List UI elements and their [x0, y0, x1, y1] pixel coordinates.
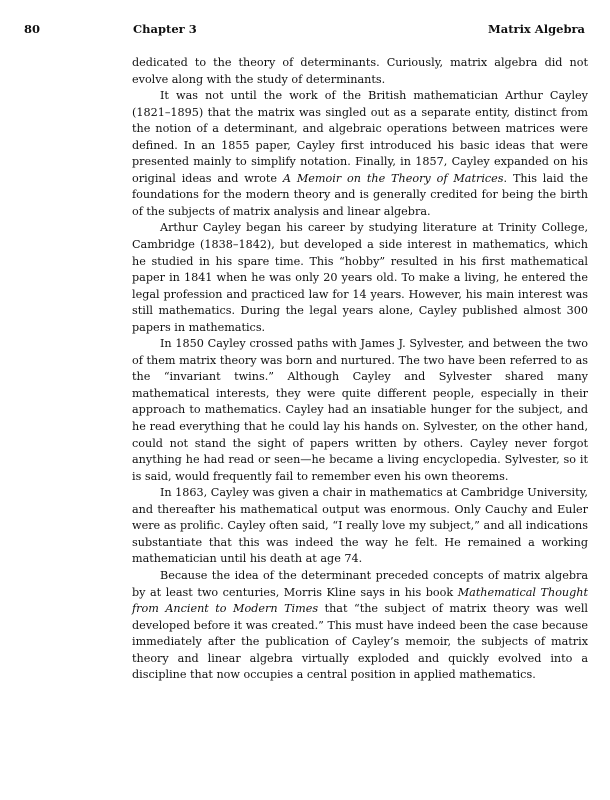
paragraph	[132, 485, 588, 568]
paragraph-text: . This laid the foundations for the modern theory and is generally credited for being the birth of the subjects of matrix analysis and linear algebra.	[132, 171, 588, 218]
paragraph-text: In 1863, Cayley was given a chair in mathematics at Cambridge University, and thereafter his mathematical output was enormous. Only Cauchy and Euler were as prolific. Cayley often said, “I really love my subject,” and all indications substantiate that this was indeed the way he felt. He remained a working mathematician until his death at age 74.	[132, 486, 588, 566]
paragraph-text: that “the subject of matrix theory was well developed before it was created.” This must have indeed been the case because immediately after the publication of Cayley’s memoir, the subjects of matrix theory and linear algebra virtually exploded and quickly evolved into a discipline that now occupies a central position in applied mathematics.	[132, 602, 588, 682]
paragraph	[132, 88, 588, 220]
paragraph-text: In 1850 Cayley crossed paths with James J. Sylvester, and between the two of them matrix theory was born and nurtured. The two have been referred to as the “invariant twins.” Although Cayley and Sylvester shared many mathematical interests, they were quite different people, especially in their approach to mathematics. Cayley had an insatiable hunger for the subject, and he read everything that he could lay his hands on. Sylvester, on the other hand, could not stand the sight of papers written by others. Cayley never forgot anything he had read or seen—he became a living encyclopedia. Sylvester, so it is said, would frequently fail to remember even his own theorems.	[132, 337, 588, 483]
paragraph	[132, 55, 588, 88]
book-title: Mathematical Thought from Ancient to Modern Times	[132, 585, 588, 616]
paragraph	[132, 568, 588, 684]
paragraph-text: Because the idea of the determinant preceded concepts of matrix algebra by at least two centuries, Morris Kline says in his book	[132, 568, 588, 599]
paragraph-text: dedicated to the theory of determinants. Curiously, matrix algebra did not evolve along with the study of determinants.	[132, 56, 588, 86]
paragraph-text: Arthur Cayley began his career by studying literature at Trinity College, Cambridge (1838–1842), but developed a side interest in mathematics, which he studied in his spare time. This “hobby” resulted in his first mathematical paper in 1841 when he was only 20 years old. To make a living, he entered the legal profession and practiced law for 14 years. However, his main interest was still mathematics. During the legal years alone, Cayley published almost 300 papers in mathematics.	[132, 221, 588, 334]
running-head	[22, 22, 588, 38]
book-title: A Memoir on the Theory of Matrices	[282, 171, 504, 185]
paragraph	[132, 220, 588, 336]
page-number: 80	[24, 22, 41, 36]
chapter-label: Chapter 3	[133, 22, 197, 36]
body-text	[132, 55, 588, 684]
paragraph-text: It was not until the work of the British mathematician Arthur Cayley (1821–1895) that the matrix was singled out as a separate entity, distinct from the notion of a determinant, and algebraic operations between matrices were defined. In an 1855 paper, Cayley first introduced his basic ideas that were presented mainly to simplify notation. Finally, in 1857, Cayley expanded on his original ideas and wrote	[132, 89, 588, 185]
section-title: Matrix Algebra	[488, 22, 585, 36]
paragraph	[132, 336, 588, 485]
